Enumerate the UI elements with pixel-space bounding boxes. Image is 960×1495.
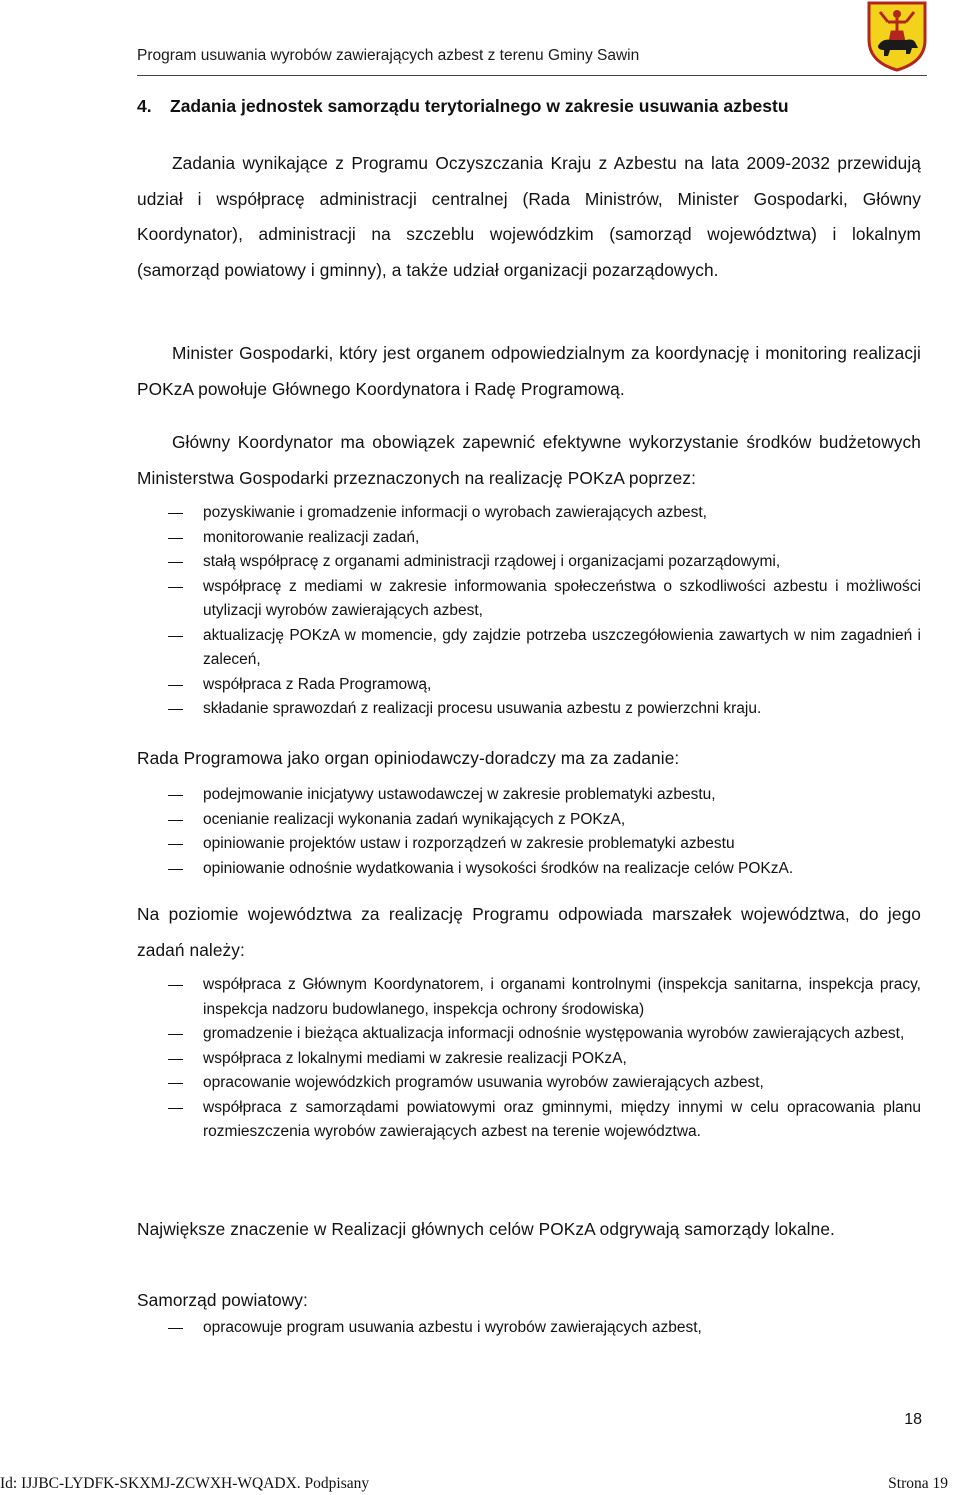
county-task-list (137, 1316, 921, 1341)
list-item: opracowuje program usuwania azbestu i wyrobów zawierających azbest, (137, 1316, 921, 1341)
section-number: 4. (137, 96, 152, 116)
section-title: Zadania jednostek samorządu terytorialnego w zakresie usuwania azbestu (170, 96, 789, 116)
document-header-title: Program usuwania wyrobów zawierających azbest z terenu Gminy Sawin (137, 47, 640, 64)
paragraph-program-tasks: Zadania wynikające z Programu Oczyszczania Kraju z Azbestu na lata 2009-2032 przewidują udział i współpracę administracji centralnej (Rada Ministrów, Minister Gospodarki, Główny Koordynator), administracji na szczeblu wojewódzkim (samorząd województwa) i lokalnym (samorząd powiatowy i gminny), a także udział organizacji pozarządowych. (137, 153, 921, 280)
list-item: monitorowanie realizacji zadań, (137, 526, 921, 551)
list-item: podejmowanie inicjatywy ustawodawczej w zakresie problematyki azbestu, (137, 783, 921, 808)
list-item: opiniowanie projektów ustaw i rozporządzeń w zakresie problematyki azbestu (137, 832, 921, 857)
dash-bullet-icon (168, 538, 183, 539)
dash-bullet-icon (168, 844, 183, 845)
dash-bullet-icon (168, 1034, 183, 1035)
list-item: aktualizację POKzA w momencie, gdy zajdzie potrzeba uszczegółowienia zawartych w nim zagadnień i zaleceń, (137, 624, 921, 673)
coat-of-arms-icon (866, 0, 928, 72)
dash-bullet-icon (168, 985, 183, 986)
list-item: współpraca z samorządami powiatowymi oraz gminnymi, między innymi w celu opracowania planu rozmieszczenia wyrobów zawierających azbest na terenie województwa. (137, 1096, 921, 1145)
list-item: opiniowanie odnośnie wydatkowania i wysokości środków na realizacje celów POKzA. (137, 857, 921, 882)
section-heading (137, 96, 789, 117)
paragraph-local-governments: Największe znaczenie w Realizacji głównych celów POKzA odgrywają samorządy lokalne. (137, 1219, 835, 1239)
dash-bullet-icon (168, 562, 183, 563)
voivodeship-task-list (137, 973, 921, 1145)
dash-bullet-icon (168, 709, 183, 710)
paragraph-program-council: Rada Programowa jako organ opiniodawczy-doradczy ma za zadanie: (137, 748, 680, 768)
dash-bullet-icon (168, 869, 183, 870)
signature-footer: Id: IJJBC-LYDFK-SKXMJ-ZCWXH-WQADX. Podpisany (0, 1475, 370, 1492)
dash-bullet-icon (168, 795, 183, 796)
list-item: współpraca z Głównym Koordynatorem, i organami kontrolnymi (inspekcja sanitarna, inspekcja pracy, inspekcja nadzoru budowlanego, inspekcja ochrony środowiska) (137, 973, 921, 1022)
paragraph-coordinator: Główny Koordynator ma obowiązek zapewnić efektywne wykorzystanie środków budżetowych Ministerstwa Gospodarki przeznaczonych na realizację POKzA poprzez: (137, 432, 921, 488)
paragraph-county: Samorząd powiatowy: (137, 1290, 308, 1310)
list-item: gromadzenie i bieżąca aktualizacja informacji odnośnie występowania wyrobów zawierających azbest, (137, 1022, 921, 1047)
page-number: 18 (904, 1411, 922, 1428)
council-task-list (137, 783, 921, 881)
coordinator-task-list (137, 501, 921, 722)
dash-bullet-icon (168, 636, 183, 637)
list-item: pozyskiwanie i gromadzenie informacji o wyrobach zawierających azbest, (137, 501, 921, 526)
dash-bullet-icon (168, 1083, 183, 1084)
paragraph-voivodeship: Na poziomie województwa za realizację Programu odpowiada marszałek województwa, do jego zadań należy: (137, 904, 921, 960)
list-item: współpracę z mediami w zakresie informowania społeczeństwa o szkodliwości azbestu i możliwości utylizacji wyrobów zawierających azbest, (137, 575, 921, 624)
paragraph-minister: Minister Gospodarki, który jest organem odpowiedzialnym za koordynację i monitoring realizacji POKzA powołuje Głównego Koordynatora i Radę Programową. (137, 343, 921, 399)
dash-bullet-icon (168, 1108, 183, 1109)
list-item: stałą współpracę z organami administracji rządowej i organizacjami pozarządowymi, (137, 550, 921, 575)
dash-bullet-icon (168, 685, 183, 686)
list-item: współpraca z lokalnymi mediami w zakresie realizacji POKzA, (137, 1047, 921, 1072)
list-item: opracowanie wojewódzkich programów usuwania wyrobów zawierających azbest, (137, 1071, 921, 1096)
dash-bullet-icon (168, 1328, 183, 1329)
dash-bullet-icon (168, 820, 183, 821)
header-divider (137, 75, 927, 76)
page-counter: Strona 19 (888, 1475, 948, 1492)
dash-bullet-icon (168, 513, 183, 514)
list-item: współpraca z Rada Programową, (137, 673, 921, 698)
dash-bullet-icon (168, 1059, 183, 1060)
list-item: składanie sprawozdań z realizacji procesu usuwania azbestu z powierzchni kraju. (137, 697, 921, 722)
dash-bullet-icon (168, 587, 183, 588)
list-item: ocenianie realizacji wykonania zadań wynikających z POKzA, (137, 808, 921, 833)
